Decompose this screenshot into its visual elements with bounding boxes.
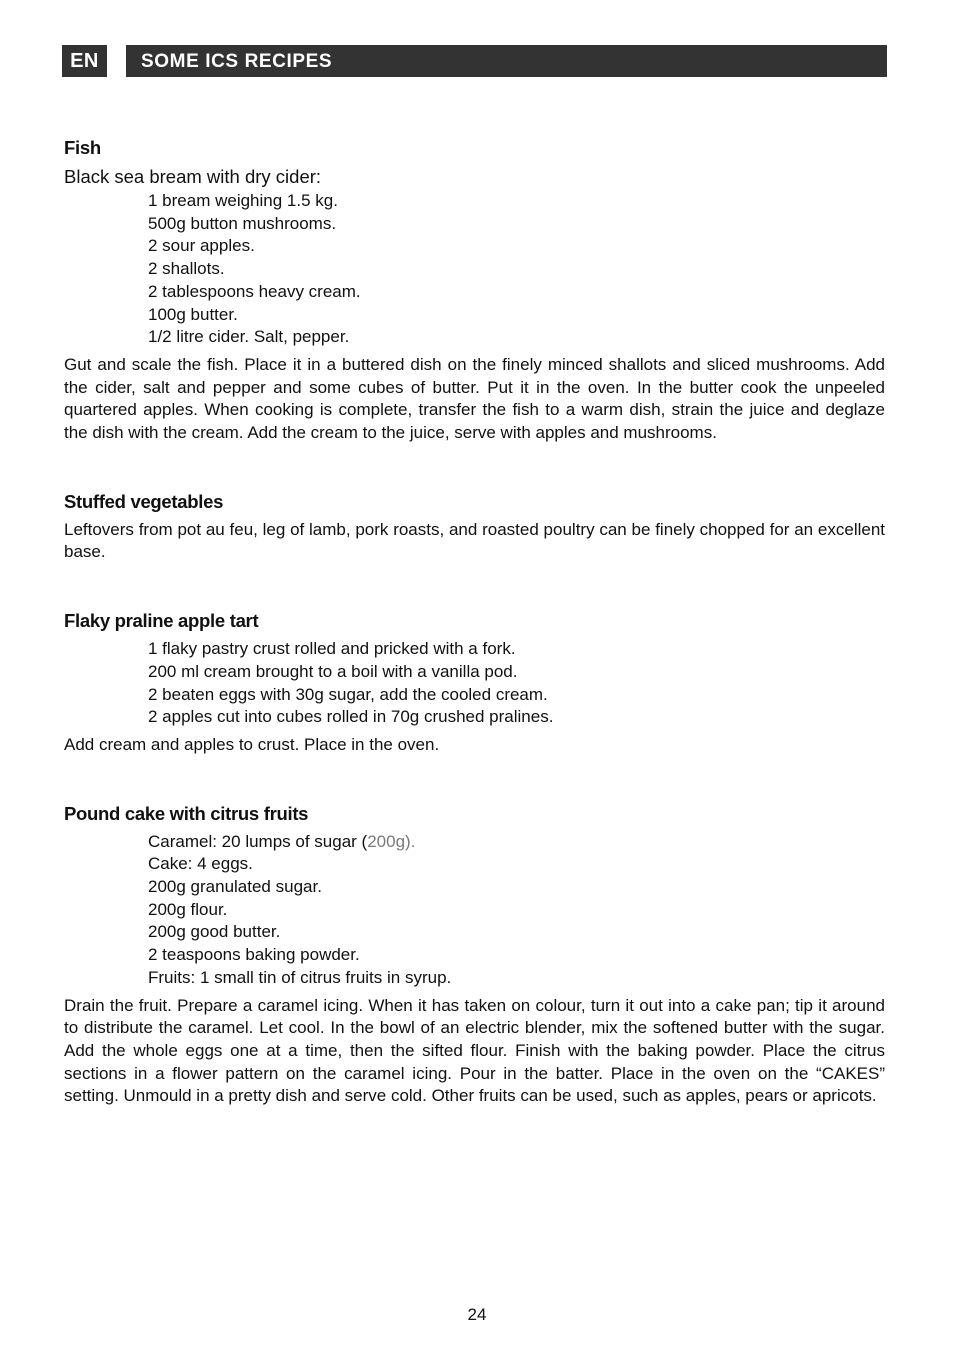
ingredient-item: 2 tablespoons heavy cream. <box>148 281 361 301</box>
ingredient-item: 200 ml cream brought to a boil with a vanilla pod. <box>148 661 518 681</box>
ingredient-item: Fruits: 1 small tin of citrus fruits in syrup. <box>148 967 452 987</box>
ingredient-item: 2 teaspoons baking powder. <box>148 945 360 965</box>
recipe-heading: Flaky praline apple tart <box>64 610 259 632</box>
ingredient-list <box>64 190 885 349</box>
ingredient-item <box>148 831 885 854</box>
ingredient-list <box>64 831 885 990</box>
ingredient-item: 200g good butter. <box>148 922 281 942</box>
recipe-stuffed-vegetables <box>64 489 885 564</box>
ingredient-item: 2 beaten eggs with 30g sugar, add the cooled cream. <box>148 684 548 704</box>
language-badge: EN <box>62 45 107 77</box>
recipe-heading: Stuffed vegetables <box>64 490 224 512</box>
ingredient-item: 2 apples cut into cubes rolled in 70g crushed pralines. <box>148 707 554 727</box>
ingredient-item: 1 bream weighing 1.5 kg. <box>148 191 338 210</box>
page-header <box>62 45 887 77</box>
ingredient-item: 200g granulated sugar. <box>148 877 322 897</box>
recipe-apple-tart <box>64 608 885 757</box>
ingredient-item: 1 flaky pastry crust rolled and pricked with a fork. <box>148 639 516 659</box>
recipe-heading: Fish <box>64 137 101 158</box>
ingredient-item: 100g butter. <box>148 304 238 324</box>
section-title-bar: SOME ICS RECIPES <box>126 45 887 77</box>
ingredient-item: 500g button mushrooms. <box>148 213 337 233</box>
ingredient-item: 2 sour apples. <box>148 236 255 256</box>
recipe-heading: Pound cake with citrus fruits <box>64 802 309 824</box>
recipe-pound-cake <box>64 801 885 1108</box>
page-number: 24 <box>467 1305 487 1324</box>
recipe-method: Add cream and apples to crust. Place in the oven. <box>64 734 440 754</box>
recipes-content <box>64 135 885 1108</box>
recipe-method: Leftovers from pot au feu, leg of lamb, pork roasts, and roasted poultry can be finely chopped for an excellent base. <box>64 519 885 562</box>
ingredient-item: 1/2 litre cider. Salt, pepper. <box>148 327 350 347</box>
recipe-method: Drain the fruit. Prepare a caramel icing. When it has taken on colour, turn it out into a cake pan; tip it around to distribute the caramel. Let cool. In the bowl of an electric blender, mix the softened butter with the sugar. Add the whole eggs one at a time, then the sifted flour. Finish with the baking powder. Place the citrus sections in a flower pattern on the caramel icing. Pour in the batter. Place in the oven on the “CAKES” setting. Unmould in a pretty dish and serve cold. Other fruits can be used, such as apples, pears or apricots. <box>64 995 885 1106</box>
ingredient-item: Cake: 4 eggs. <box>148 854 253 874</box>
ingredient-list <box>64 638 885 729</box>
ingredient-item: 2 shallots. <box>148 259 225 279</box>
caramel-text: Caramel: 20 lumps of sugar ( <box>148 831 368 851</box>
recipe-subheading: Black sea bream with dry cider: <box>64 166 322 187</box>
recipe-method: Gut and scale the fish. Place it in a buttered dish on the finely minced shallots and sliced mushrooms. Add the cider, salt and pepper and some cubes of butter. Put it in the oven. In the butter cook the unpeeled quartered apples. When cooking is complete, transfer the fish to a warm dish, strain the juice and deglaze the dish with the cream. Add the cream to the juice, serve with apples and mushrooms. <box>64 354 885 443</box>
recipe-fish <box>64 135 885 445</box>
caramel-weight: 200g). <box>367 831 416 851</box>
ingredient-item: 200g flour. <box>148 899 228 919</box>
